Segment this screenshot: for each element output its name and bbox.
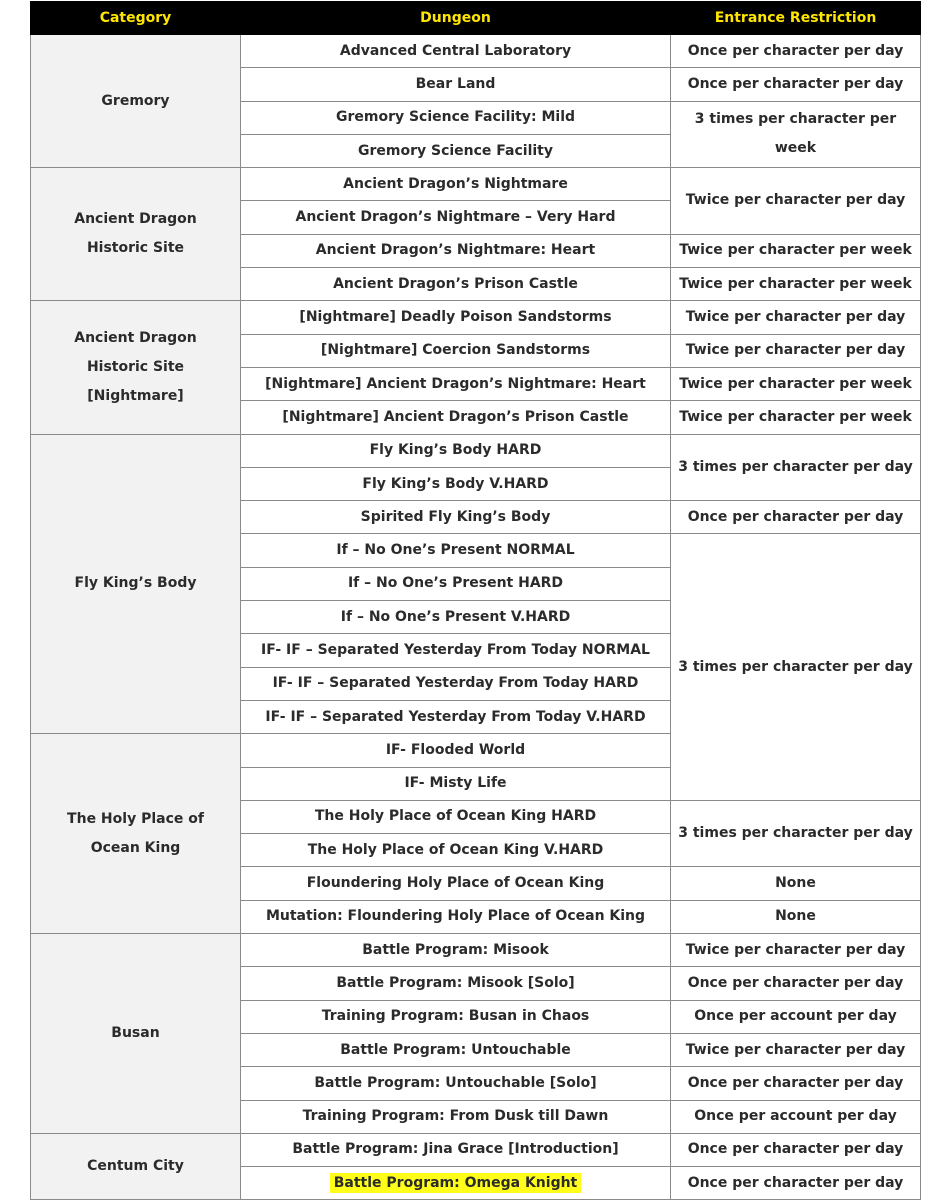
category-cell: Fly King’s Body [31, 434, 241, 734]
dungeon-cell: Battle Program: Jina Grace [Introduction] [241, 1133, 671, 1166]
category-cell: Ancient Dragon Historic Site [31, 168, 241, 301]
dungeon-cell: Ancient Dragon’s Nightmare [241, 168, 671, 201]
dungeon-cell: If – No One’s Present V.HARD [241, 601, 671, 634]
restriction-cell: Twice per character per day [671, 168, 921, 235]
highlighted-dungeon-name: Battle Program: Omega Knight [330, 1173, 582, 1193]
restriction-cell: Once per account per day [671, 1000, 921, 1033]
dungeon-cell: Gremory Science Facility [241, 134, 671, 167]
dungeon-cell: Mutation: Floundering Holy Place of Ocean King [241, 900, 671, 933]
dungeon-cell: Training Program: Busan in Chaos [241, 1000, 671, 1033]
restriction-cell: 3 times per character per day [671, 534, 921, 800]
table-row [31, 1133, 921, 1166]
dungeon-cell: Battle Program: Misook [241, 934, 671, 967]
dungeon-cell: IF- IF – Separated Yesterday From Today NORMAL [241, 634, 671, 667]
restriction-cell: Twice per character per week [671, 268, 921, 301]
restriction-cell: Once per character per day [671, 967, 921, 1000]
table-row [31, 35, 921, 68]
restriction-cell: None [671, 867, 921, 900]
dungeon-cell: Fly King’s Body V.HARD [241, 467, 671, 500]
category-cell: Ancient Dragon Historic Site [Nightmare] [31, 301, 241, 434]
restriction-cell: Twice per character per week [671, 234, 921, 267]
restriction-cell: None [671, 900, 921, 933]
dungeon-cell: IF- Misty Life [241, 767, 671, 800]
restriction-cell: 3 times per character per day [671, 434, 921, 501]
dungeon-cell: If – No One’s Present HARD [241, 567, 671, 600]
dungeon-cell: [Nightmare] Ancient Dragon’s Prison Castle [241, 401, 671, 434]
category-cell: Busan [31, 934, 241, 1134]
dungeon-cell: The Holy Place of Ocean King HARD [241, 800, 671, 833]
restriction-cell: Once per character per day [671, 501, 921, 534]
dungeon-cell: Floundering Holy Place of Ocean King [241, 867, 671, 900]
restriction-cell: Once per character per day [671, 1167, 921, 1200]
dungeon-cell: Battle Program: Untouchable [241, 1033, 671, 1066]
dungeon-cell: Battle Program: Untouchable [Solo] [241, 1067, 671, 1100]
restriction-cell: Twice per character per day [671, 334, 921, 367]
dungeon-cell: IF- IF – Separated Yesterday From Today V.HARD [241, 700, 671, 733]
dungeon-cell: Training Program: From Dusk till Dawn [241, 1100, 671, 1133]
category-cell: The Holy Place of Ocean King [31, 734, 241, 934]
restriction-cell: Twice per character per day [671, 934, 921, 967]
header-entrance-restriction: Entrance Restriction [671, 2, 921, 35]
restriction-cell: Twice per character per day [671, 301, 921, 334]
category-cell: Gremory [31, 35, 241, 168]
restriction-cell: Once per character per day [671, 1133, 921, 1166]
dungeon-cell: If – No One’s Present NORMAL [241, 534, 671, 567]
header-row [31, 2, 921, 35]
restriction-cell: Once per character per day [671, 1067, 921, 1100]
dungeon-cell: Battle Program: Misook [Solo] [241, 967, 671, 1000]
restriction-cell: 3 times per character per week [671, 101, 921, 168]
dungeon-cell: Bear Land [241, 68, 671, 101]
dungeon-cell: IF- IF – Separated Yesterday From Today HARD [241, 667, 671, 700]
dungeon-cell: Advanced Central Laboratory [241, 35, 671, 68]
dungeon-cell: IF- Flooded World [241, 734, 671, 767]
dungeon-cell: Fly King’s Body HARD [241, 434, 671, 467]
dungeon-cell: The Holy Place of Ocean King V.HARD [241, 834, 671, 867]
dungeon-cell: [Nightmare] Deadly Poison Sandstorms [241, 301, 671, 334]
restriction-cell: 3 times per character per day [671, 800, 921, 867]
dungeon-cell: [Nightmare] Coercion Sandstorms [241, 334, 671, 367]
restriction-cell: Once per character per day [671, 35, 921, 68]
table-row [31, 168, 921, 201]
table-row [31, 934, 921, 967]
header-dungeon: Dungeon [241, 2, 671, 35]
dungeon-cell: Spirited Fly King’s Body [241, 501, 671, 534]
dungeon-cell: Gremory Science Facility: Mild [241, 101, 671, 134]
dungeon-restriction-table [30, 1, 921, 1200]
restriction-cell: Once per account per day [671, 1100, 921, 1133]
table-row [31, 301, 921, 334]
restriction-cell: Twice per character per week [671, 401, 921, 434]
dungeon-cell: [Nightmare] Ancient Dragon’s Nightmare: Heart [241, 367, 671, 400]
dungeon-cell [241, 1167, 671, 1200]
dungeon-cell: Ancient Dragon’s Prison Castle [241, 268, 671, 301]
header-category: Category [31, 2, 241, 35]
restriction-cell: Once per character per day [671, 68, 921, 101]
category-cell: Centum City [31, 1133, 241, 1200]
dungeon-cell: Ancient Dragon’s Nightmare – Very Hard [241, 201, 671, 234]
restriction-cell: Twice per character per week [671, 367, 921, 400]
table-row [31, 434, 921, 467]
restriction-cell: Twice per character per day [671, 1033, 921, 1066]
dungeon-cell: Ancient Dragon’s Nightmare: Heart [241, 234, 671, 267]
